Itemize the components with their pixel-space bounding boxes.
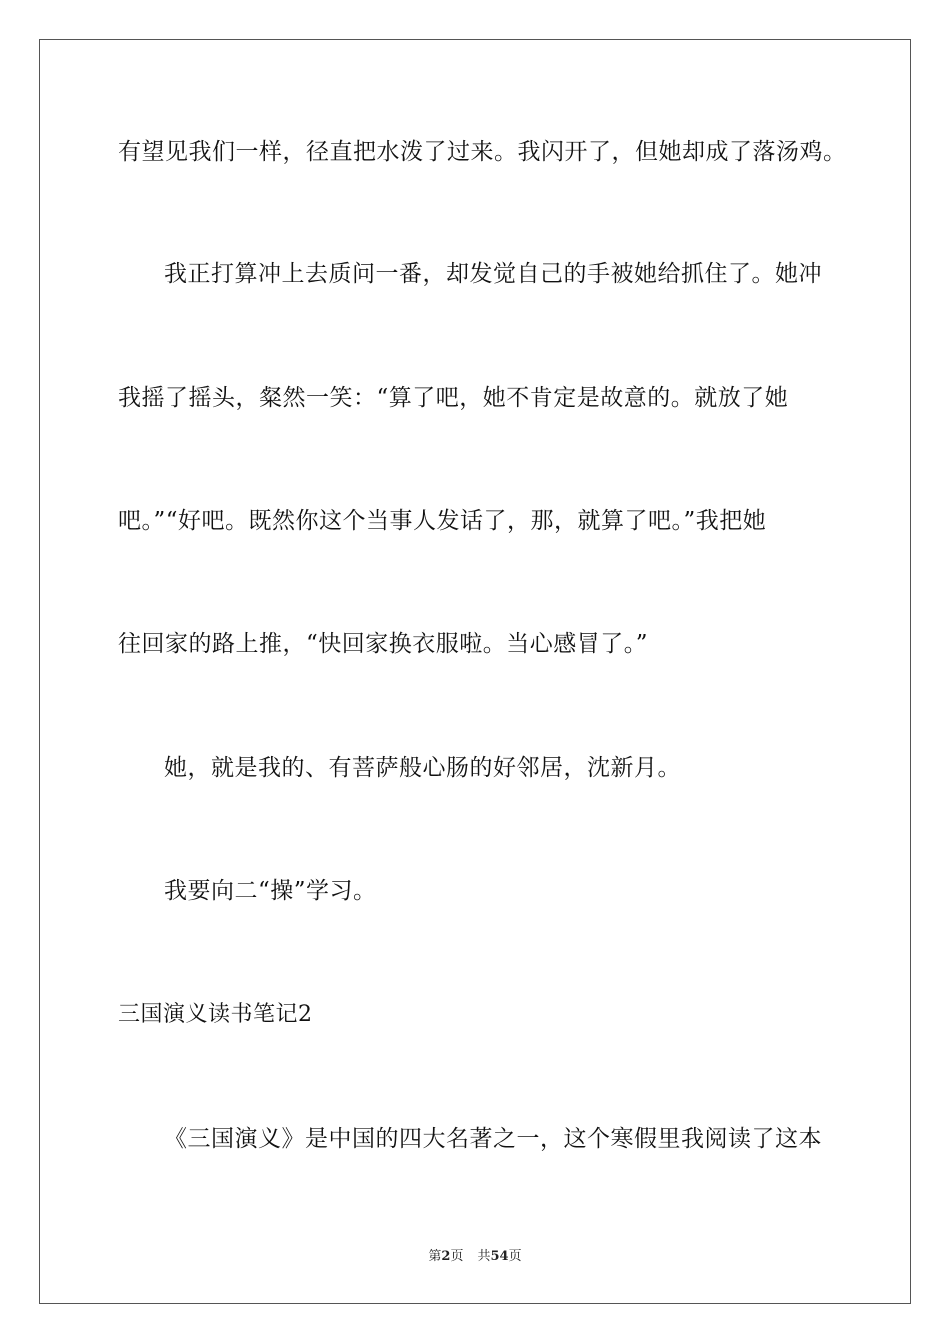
text-line-5: 往回家的路上推，“快回家换衣服啦。当心感冒了。” xyxy=(118,631,649,657)
page-border xyxy=(39,39,911,1304)
footer-total-suffix: 页 xyxy=(508,1249,522,1264)
section-heading: 三国演义读书笔记2 xyxy=(118,1002,313,1027)
text-line-6: 她，就是我的、有菩萨般心肠的好邻居，沈新月。 xyxy=(164,755,681,781)
text-line-4: 吧。”“好吧。既然你这个当事人发话了，那，就算了吧。”我把她 xyxy=(118,508,767,534)
text-line-1: 有望见我们一样，径直把水泼了过来。我闪开了，但她却成了落汤鸡。 xyxy=(118,139,847,165)
footer-page-prefix: 第 xyxy=(428,1249,442,1264)
text-line-3: 我摇了摇头，粲然一笑：“算了吧，她不肯定是故意的。就放了她 xyxy=(118,385,789,411)
footer-page-number: 2 xyxy=(441,1249,451,1264)
page-footer xyxy=(0,1248,950,1266)
text-line-7: 我要向二“操”学习。 xyxy=(164,878,377,904)
text-line-9: 《三国演义》是中国的四大名著之一，这个寒假里我阅读了这本 xyxy=(164,1126,822,1152)
footer-total-prefix: 共 xyxy=(477,1249,491,1264)
footer-page-suffix: 页 xyxy=(450,1249,464,1264)
footer-total-pages: 54 xyxy=(490,1249,509,1264)
text-line-2: 我正打算冲上去质问一番，却发觉自己的手被她给抓住了。她冲 xyxy=(164,261,822,287)
